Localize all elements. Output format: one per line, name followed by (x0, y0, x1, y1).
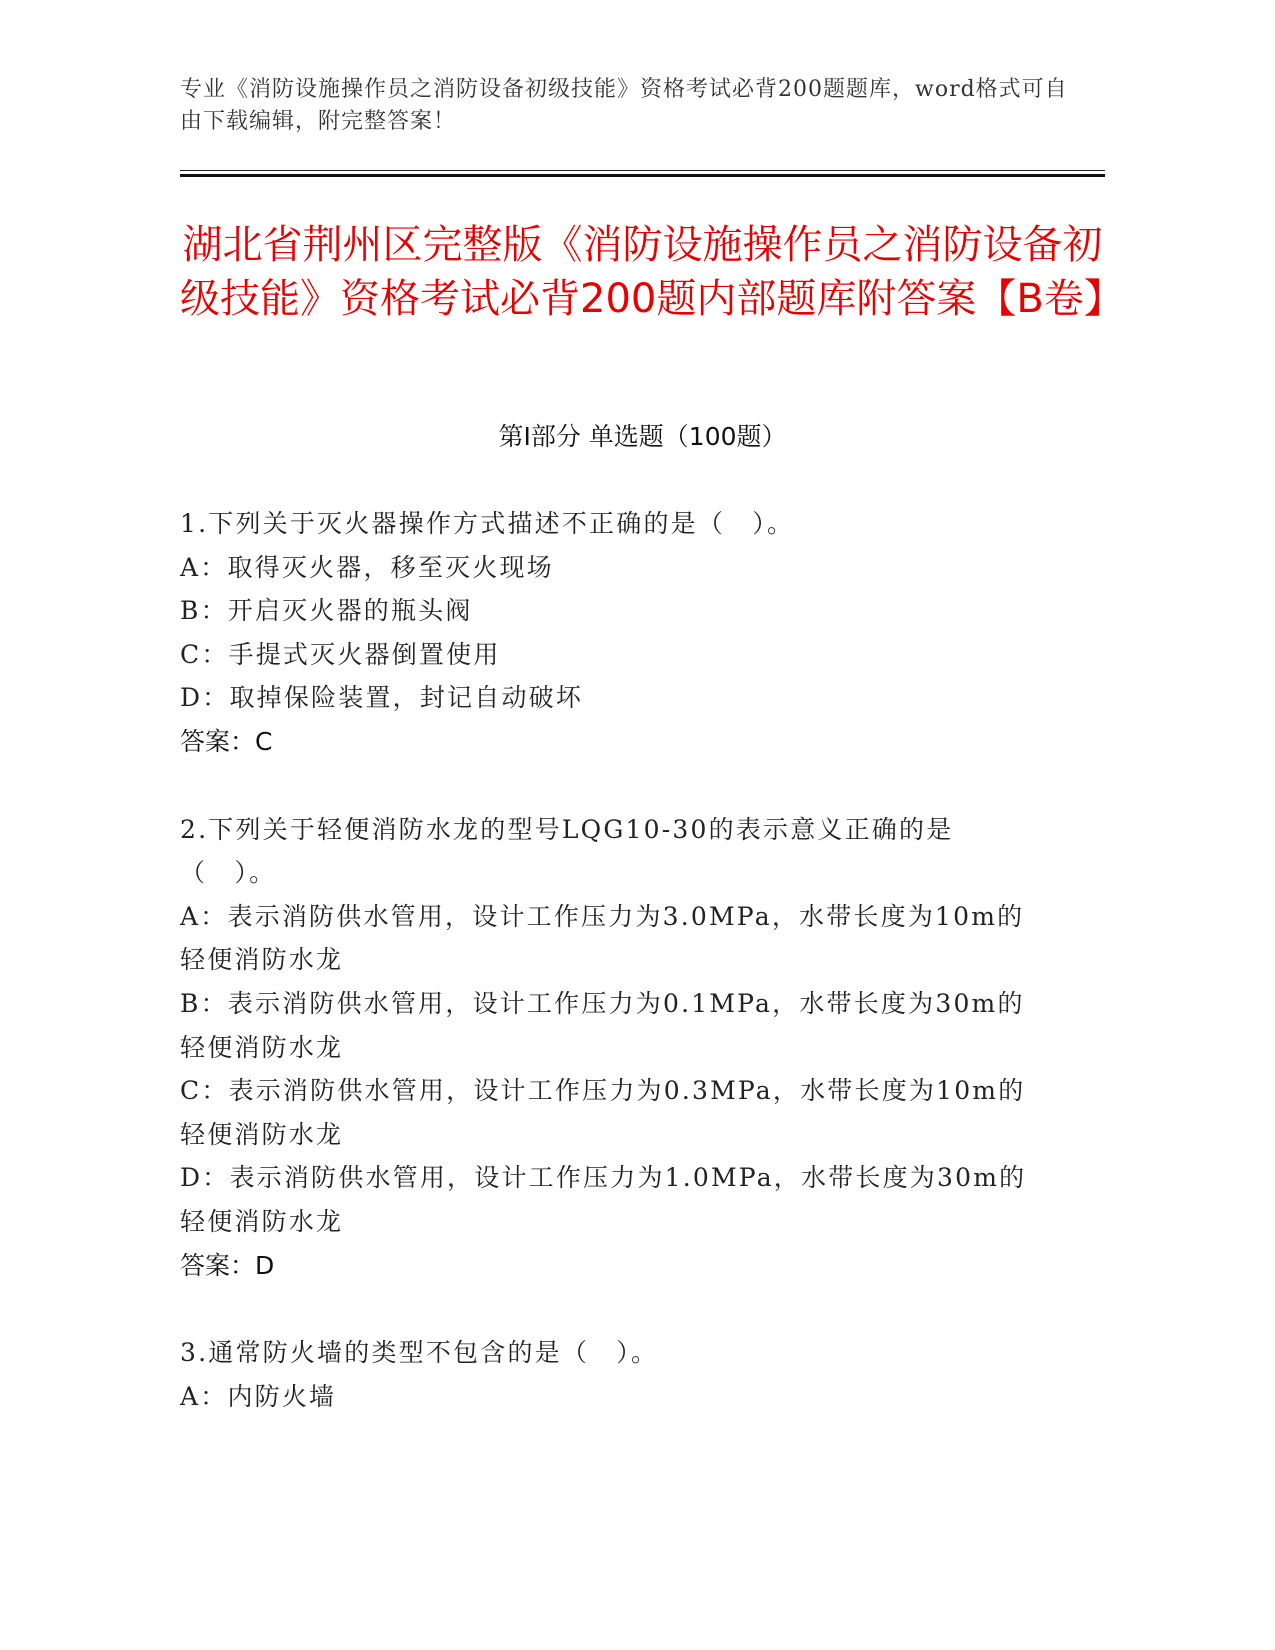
option-a: A：表示消防供水管用，设计工作压力为3.0MPa，水带长度为10m的轻便消防水龙 (180, 901, 1025, 975)
option-a: A：取得灭火器，移至灭火现场 (180, 552, 554, 582)
option-b: B：表示消防供水管用，设计工作压力为0.1MPa，水带长度为30m的轻便消防水龙 (180, 988, 1025, 1062)
option-b: B：开启灭火器的瓶头阀 (180, 596, 473, 626)
option-a: A：内防火墙 (180, 1381, 337, 1411)
question-stem: 1.下列关于灭火器操作方式描述不正确的是（ ）。 (180, 509, 795, 538)
question-list (180, 502, 1040, 1462)
header-note: 专业《消防设施操作员之消防设备初级技能》资格考试必背200题题库，word格式可自由下载编辑，附完整答案！ (180, 77, 1068, 134)
section-heading: 第Ⅰ部分 单选题（100题） (498, 422, 787, 451)
header-divider-thin (180, 170, 1105, 171)
header-divider-thick (180, 174, 1105, 177)
question-stem: 3.通常防火墙的类型不包含的是（ ）。 (180, 1338, 659, 1368)
question-3 (180, 1331, 1040, 1418)
option-c: C：手提式灭火器倒置使用 (180, 639, 501, 669)
question-2 (180, 808, 1040, 1288)
question-stem: 2.下列关于轻便消防水龙的型号LQG10-30的表示意义正确的是（ ）。 (180, 814, 954, 888)
question-1 (180, 502, 1040, 764)
option-d: D：表示消防供水管用，设计工作压力为1.0MPa，水带长度为30m的轻便消防水龙 (180, 1163, 1027, 1236)
answer: 答案：C (180, 726, 273, 756)
document-title: 湖北省荆州区完整版《消防设施操作员之消防设备初级技能》资格考试必背200题内部题库附答案【B卷】 (180, 222, 1124, 322)
option-d: D：取掉保险装置，封记自动破坏 (180, 683, 584, 713)
option-c: C：表示消防供水管用，设计工作压力为0.3MPa，水带长度为10m的轻便消防水龙 (180, 1076, 1026, 1149)
answer: 答案：D (180, 1250, 275, 1280)
